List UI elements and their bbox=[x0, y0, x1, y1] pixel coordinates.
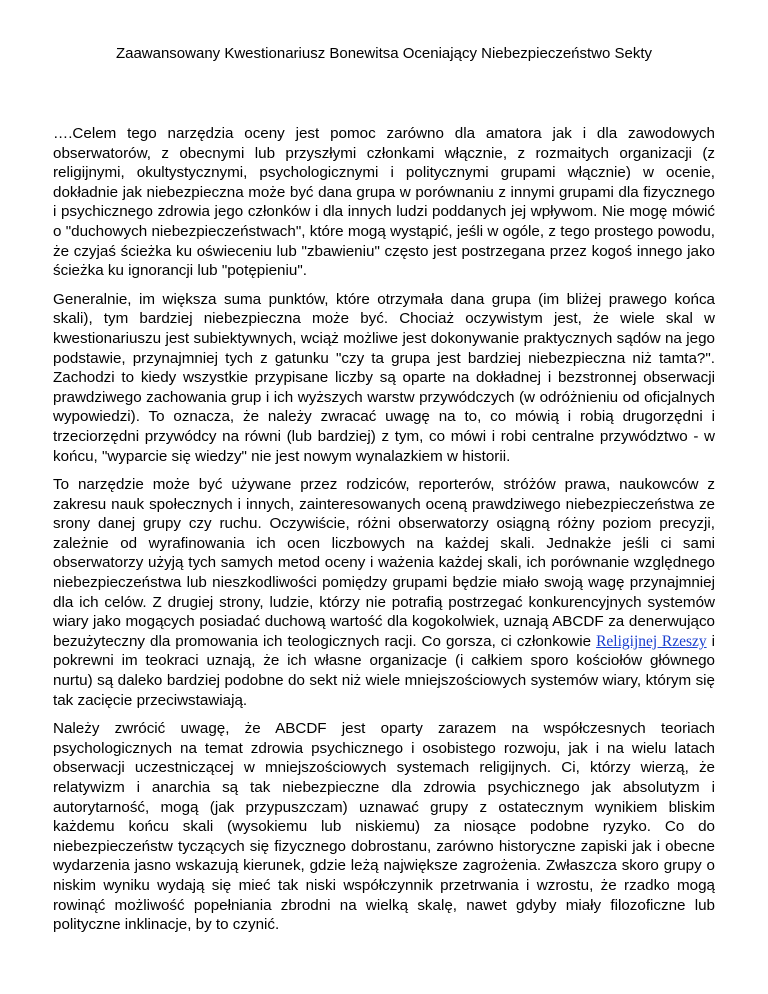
document-title: Zaawansowany Kwestionariusz Bonewitsa Oceniający Niebezpieczeństwo Sekty bbox=[115, 45, 653, 62]
religious-reich-link[interactable]: Religijnej Rzeszy bbox=[596, 632, 707, 650]
paragraph-theory: Należy zwrócić uwagę, że ABCDF jest oparty zarazem na współczesnych teoriach psychologicznych na temat zdrowia psychicznego i osobistego rozwoju, jak i na wielu latach obserwacji uczestniczącej w mniejszościowych systemach religijnych. Ci, którzy wierzą, że relatywizm i anarchia są tak niebezpieczne dla zdrowia psychicznego jak absolutyzm i autorytarność, mogą (jak przypuszczam) uznawać grupy z ostatecznym wynikiem bliskim każdemu końcu skali (wysokiemu lub niskiemu) za niosące podobne ryzyko. Co do niebezpieczeństw tyczących się fizycznego dobrostanu, zarówno historyczne zapiski jak i obecne wydarzenia jasno wskazują kierunek, gdzie leżą największe zagrożenia. Zwłaszcza skoro grupy o niskim wyniku wydają się mieć tak niski współczynnik przetrwania i wzrostu, że rzadko mogą rowinąć możliwość popełniania zbrodni na wielką skalę, nawet gdyby miały filozoficzne lub polityczne inklinacje, by to czynić. bbox=[53, 720, 715, 934]
paragraph-intro: ….Celem tego narzędzia oceny jest pomoc zarówno dla amatora jak i dla zawodowych obserwatorów, z obecnymi lub przyszłymi członkami włącznie, z rozmaitych organizacji (z religijnymi, okultystycznymi, psychologicznymi i politycznymi grupami włącznie) w ocenie, dokładnie jak niebezpieczna może być dana grupa w porównaniu z innymi grupami dla fizycznego i psychicznego zdrowia jego członków i dla innych ludzi poddanych jej wpływom. Nie mogę mówić o "duchowych niebezpieczeństwach", które mogą wystąpić, jeśli w ogóle, z tego prostego powodu, że czyjaś ścieżka ku oświeceniu lub "zbawieniu" często jest postrzegana przez kogoś innego jako ścieżka ku ignorancji lub "potępieniu". bbox=[53, 125, 715, 280]
paragraph-usage-text-start: To narzędzie może być używane przez rodziców, reporterów, stróżów prawa, naukowców z zakresu nauk społecznych i innych, zainteresowanych oceną prawdziwego niebezpieczeństwa ze srony danej grupy czy ruchu. Oczywiście, różni obserwatorzy osiągną różny poziom precyzji, zależnie od wyrafinowania ich ocen liczbowych na każdej skali. Jednakże jeśli ci sami obserwatorzy użyją tych samych metod oceny i ważenia każdej skali, ich porównanie względnego niebezpieczeństwa lub nieszkodliwości pomiędzy grupami będzie miało swoją wagę przynajmniej dla ich celów. Z drugiej strony, ludzie, którzy nie potrafią postrzegać konkurencyjnych systemów wiary jako mogących posiadać duchową wartość dla kogokolwiek, uznają ABCDF za denerwująco bezużyteczny dla promowania ich teologicznych racji. Co gorsza, ci członkowie bbox=[53, 476, 715, 650]
paragraph-scoring: Generalnie, im większa suma punktów, które otrzymała dana grupa (im bliżej prawego końca skali), tym bardziej niebezpieczna może być. Chociaż oczywistym jest, że wiele skal w kwestionariuszu jest subiektywnych, wciąż możliwe jest dokonywanie praktycznych sądów na jego podstawie, przynajmniej tych z gatunku "czy ta grupa jest bardziej niebezpieczna niż tamta?". Zachodzi to kiedy wszystkie przypisane liczby są oparte na dokładnej i bezstronnej obserwacji prawdziwego zachowania grup i ich wyższych warstw przywódczych (w odróżnieniu od oficjalnych wypowiedzi). To oznacza, że należy zwracać uwagę na to, co mówią i robią drugorzędni i trzeciorzędni przywódcy na równi (lub bardziej) z tym, co mówi i robi centralne przywództwo - w końcu, "wyparcie się wiedzy" nie jest nowym wynalazkiem w historii. bbox=[53, 290, 715, 465]
paragraph-usage bbox=[53, 475, 715, 710]
paragraph-usage-text-end: i pokrewni im teokraci uznają, że ich własne organizacje (i całkiem sporo kościołów głównego nurtu) są daleko bardziej podobne do sekt niż wiele mniejszościowych systemów wiary, którym się tak zacięcie przeciwstawiają. bbox=[53, 632, 716, 709]
document-body bbox=[53, 124, 715, 944]
